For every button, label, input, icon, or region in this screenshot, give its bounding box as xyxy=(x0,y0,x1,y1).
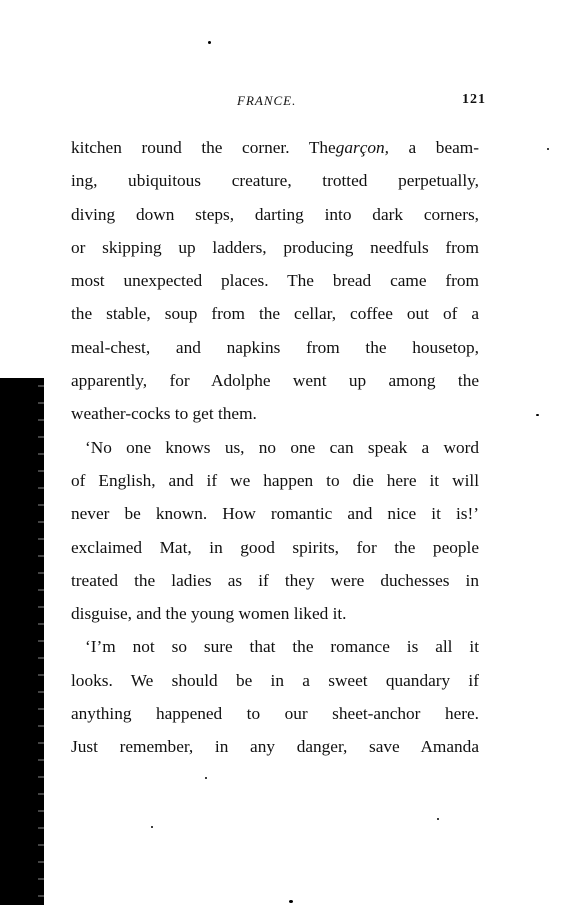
text-line: never be known. How romantic and nice it is!’ xyxy=(71,504,479,524)
text-line: diving down steps, darting into dark corners, xyxy=(71,204,479,224)
speck xyxy=(536,414,539,416)
text-line: ‘No one knows us, no one can speak a word xyxy=(85,437,479,457)
text-line-end: a beam- xyxy=(388,138,479,157)
text-line: Just remember, in any danger, save Amanda xyxy=(71,737,479,757)
speck xyxy=(437,818,439,820)
text-line-start: kitchen round the corner. The xyxy=(71,138,336,157)
running-head xyxy=(71,93,486,111)
speck xyxy=(151,826,153,828)
speck xyxy=(205,777,207,779)
text-line: the stable, soup from the cellar, coffee out of a xyxy=(71,304,479,324)
speck xyxy=(289,900,293,903)
text-line: or skipping up ladders, producing needfuls from xyxy=(71,237,479,257)
text-line xyxy=(71,131,479,164)
text-line: anything happened to our sheet-anchor here. xyxy=(71,704,479,724)
italic-word: garçon, xyxy=(335,138,389,157)
speck xyxy=(208,41,211,44)
page-number: 121 xyxy=(462,92,486,107)
text-line: looks. We should be in a sweet quandary if xyxy=(71,670,479,690)
text-line: meal-chest, and napkins from the housetop, xyxy=(71,337,479,357)
scan-edge-shadow xyxy=(0,378,40,905)
body-text xyxy=(71,131,479,764)
text-line: apparently, for Adolphe went up among the xyxy=(71,371,479,391)
text-line: of English, and if we happen to die here it will xyxy=(71,470,479,490)
text-line: weather-cocks to get them. xyxy=(71,404,257,424)
text-line: exclaimed Mat, in good spirits, for the people xyxy=(71,537,479,557)
text-line: disguise, and the young women liked it. xyxy=(71,604,347,624)
text-line: most unexpected places. The bread came from xyxy=(71,271,479,291)
running-title: FRANCE. xyxy=(237,93,297,108)
speck xyxy=(547,148,549,150)
text-line: ing, ubiquitous creature, trotted perpetually, xyxy=(71,171,479,191)
text-line: ‘I’m not so sure that the romance is all it xyxy=(85,637,479,657)
text-line: treated the ladies as if they were duchesses in xyxy=(71,570,479,590)
